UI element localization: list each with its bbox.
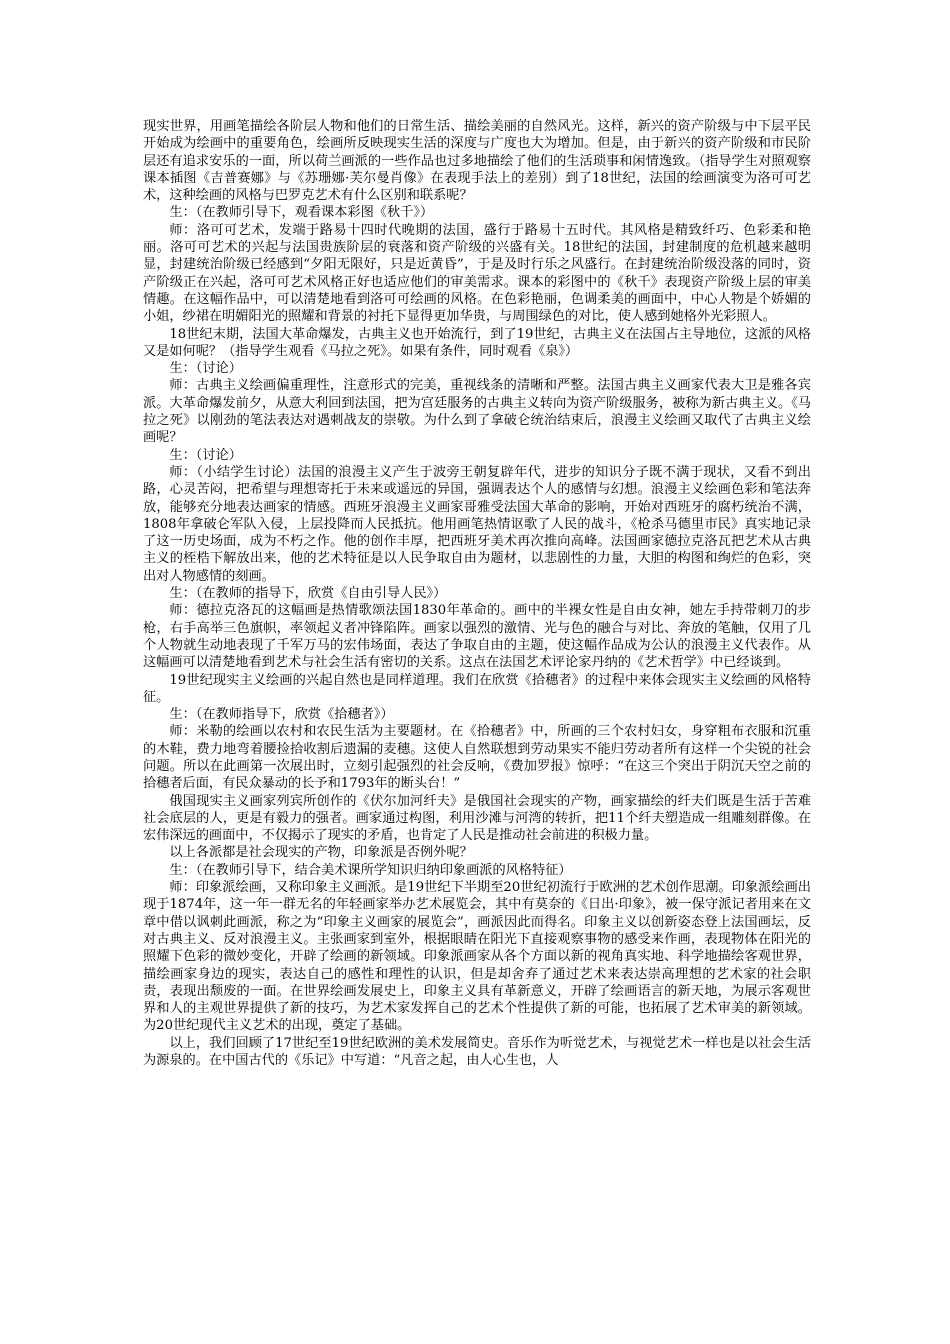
paragraph: 现实世界，用画笔描绘各阶层人物和他们的日常生活、描绘美丽的自然风光。这样，新兴的资产阶级与中下层平民开始成为绘画中的重要角色，绘画所反映现实生活的深度与广度也大为增加。但是，由于新兴的资产阶级和市民阶层还有追求安乐的一面，所以荷兰画派的一些作品也过多地描绘了他们的生活琐事和闲情逸致。（指导学生对照观察课本插图《吉普赛娜》与《苏珊娜·芙尔曼肖像》在表现手法上的差别）到了18世纪，法国的绘画演变为洛可可艺术，这种绘画的风格与巴罗克艺术有什么区别和联系呢？ (143, 119, 811, 204)
paragraph: 师：米勒的绘画以农村和农民生活为主要题材。在《拾穗者》中，所画的三个农村妇女，身穿粗布衣服和沉重的木鞋，费力地弯着腰捡拾收割后遗漏的麦穗。这使人自然联想到劳动果实不能归劳动者所有这样一个尖锐的社会问题。所以在此画第一次展出时，立刻引起强烈的社会反响，《费加罗报》惊呼：“在这三个突出于阴沉天空之前的拾穗者后面，有民众暴动的长予和1793年的断头台！” (143, 724, 811, 792)
paragraph: 师：洛可可艺术，发端于路易十四时代晚期的法国，盛行于路易十五时代。其风格是精致纤巧、色彩柔和艳丽。洛可可艺术的兴起与法国贵族阶层的衰落和资产阶级的兴盛有关。18世纪的法国，封建制度的危机越来越明显，封建统治阶级已经感到“夕阳无限好，只是近黄昏”，于是及时行乐之风盛行。在封建统治阶级没落的同时，资产阶级正在兴起，洛可可艺术风格正好也适应他们的审美需求。课本的彩图中的《秋千》表现资产阶级上层的审美情趣。在这幅作品中，可以清楚地看到洛可可绘画的风格。在色彩艳丽，色调柔美的画面中，中心人物是个娇媚的小姐，纱裙在明媚阳光的照耀和背景的衬托下显得更加华贵，与周围绿色的对比，使人感到她格外光彩照人。 (143, 222, 811, 325)
paragraph: 生：（在教师引导下，观看课本彩图《秋千》） (169, 205, 434, 221)
paragraph: 师：印象派绘画，又称印象主义画派。是19世纪下半期至20世纪初流行于欧洲的艺术创作思潮。印象派绘画出现于1874年，这一年一群无名的年轻画家举办艺术展览会，其中有莫奈的《日出·印象》，被一保守派记者用来在文章中借以讽刺此画派，称之为“印象主义画家的展览会”，画派因此而得名。印象主义以创新姿态登上法国画坛，反对古典主义、反对浪漫主义。主张画家到室外，根据眼睛在阳光下直接观察事物的感受来作画，表现物体在阳光的照耀下色彩的微妙变化，开辟了绘画的新领域。印象派画家从各个方面以新的视角真实地、科学地描绘客观世界，描绘画家身边的现实，表达自己的感性和理性的认识，但是却舍弃了通过艺术来表达崇高理想的艺术家的社会职责，表现出颓废的一面。在世界绘画发展史上，印象主义具有革新意义，开辟了绘画语言的新天地，为展示客观世界和人的主观世界提供了新的技巧，为艺术家发挥自己的艺术个性提供了新的可能，也拓展了艺术审美的新领域。为20世纪现代主义艺术的出现，奠定了基础。 (143, 880, 811, 1034)
paragraph: 18世纪末期，法国大革命爆发，古典主义也开始流行，到了19世纪，古典主义在法国占主导地位，这派的风格又是如何呢？（指导学生观看《马拉之死》。如果有条件，同时观看《泉》） (143, 326, 811, 359)
paragraph: 生：（讨论） (169, 361, 242, 377)
paragraph: 生：（在教师的指导下，欣赏《自由引导人民》） (169, 586, 447, 602)
paragraph: 俄国现实主义画家列宾所创作的《伏尔加河纤夫》是俄国社会现实的产物，画家描绘的纤夫们既是生活于苦难社会底层的人，更是有毅力的强者。画家通过构图，利用沙滩与河湾的转折，把11个纤夫塑造成一组雕刻群像。在宏伟深远的画面中，不仅揭示了现实的矛盾，也肯定了人民是推动社会前进的积极力量。 (143, 793, 811, 844)
paragraph: 以上，我们回顾了17世纪至19世纪欧洲的美术发展简史。音乐作为听觉艺术，与视觉艺术一样也是以社会生活为源泉的。在中国古代的《乐记》中写道：“凡音之起，由人心生也，人 (143, 1035, 811, 1069)
paragraph: 生：（在教师引导下，结合美术课所学知识归纳印象画派的风格特征） (169, 862, 572, 878)
paragraph: 以上各派都是社会现实的产物，印象派是否例外呢？ (169, 845, 473, 861)
paragraph: 生：（在教师指导下，欣赏《拾穗者》） (169, 707, 394, 723)
paragraph: 师：（小结学生讨论）法国的浪漫主义产生于波旁王朝复辟年代，进步的知识分子既不满于现状，又看不到出路，心灵苦闷，把希望与理想寄托于未来或遥远的异国，强调表达个人的感情与幻想。浪漫主义绘画色彩和笔法奔放，能够充分地表达画家的情感。西班牙浪漫主义画家哥雅受法国大革命的影响，开始对西班牙的腐朽统治不满，1808年拿破仑军队入侵，上层投降而人民抵抗。他用画笔热情讴歌了人民的战斗，《枪杀马德里市民》真实地记录了这一历史场面，成为不朽之作。他的创作丰厚，把西班牙美术再次推向高峰。法国画家德拉克洛瓦把艺术从古典主义的桎梏下解放出来，他的艺术特征是以人民争取自由为题材，以悲剧性的力量，大胆的构图和绚烂的色彩，突出对人物感情的刻画。 (143, 464, 811, 584)
document-body (143, 118, 811, 1069)
paragraph: 师：古典主义绘画偏重理性，注意形式的完美，重视线条的清晰和严整。法国古典主义画家代表大卫是雅各宾派。大革命爆发前夕，从意大利回到法国，把为宫廷服务的古典主义转向为资产阶级服务，被称为新古典主义。《马拉之死》以刚劲的笔法表达对遇刺战友的崇敬。为什么到了拿破仑统治结束后，浪漫主义绘画又取代了古典主义绘画呢？ (143, 378, 811, 446)
paragraph: 师：德拉克洛瓦的这幅画是热情歌颂法国1830年革命的。画中的半裸女性是自由女神，她左手持带刺刀的步枪，右手高举三色旗帜，率领起义者冲锋陷阵。画家以强烈的激情、光与色的融合与对比、奔放的笔触，仅用了几个人物就生动地表现了千军万马的宏伟场面，表达了争取自由的主题，使这幅作品成为公认的浪漫主义代表作。从这幅画可以清楚地看到艺术与社会生活有密切的关系。这点在法国艺术评论家丹纳的《艺术哲学》中已经谈到。 (143, 603, 811, 671)
paragraph: 生：（讨论） (169, 447, 242, 463)
paragraph: 19世纪现实主义绘画的兴起自然也是同样道理。我们在欣赏《拾穗者》的过程中来体会现实主义绘画的风格特征。 (143, 672, 811, 705)
